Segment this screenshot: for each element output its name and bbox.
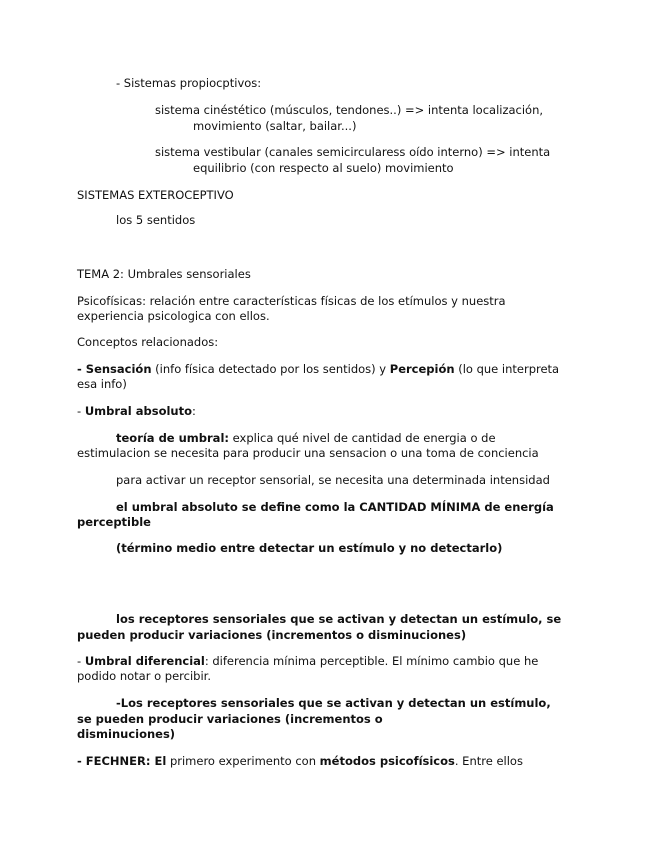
psychophysics-line-2: experiencia psicologica con ellos. [77, 309, 270, 323]
absolute-threshold-prefix: - [77, 404, 85, 418]
differential-threshold-prefix: - [77, 654, 85, 668]
propioceptive-heading: - Sistemas propiocptivos: [116, 76, 262, 90]
receptors-paragraph-2-line-3: disminuciones) [77, 727, 176, 741]
psychophysical-methods-term: métodos psicofísicos [319, 754, 455, 768]
receptors-paragraph-2-line-1: -Los receptores sensoriales que se activan y detectan un estímulo, [116, 696, 551, 710]
kinesthetic-line-2: movimiento (saltar, bailar...) [193, 119, 357, 133]
activation-text: para activar un receptor sensorial, se necesita una determinada intensidad [116, 473, 550, 487]
absolute-threshold-term: Umbral absoluto [84, 404, 193, 418]
sensation-line-2: esa info) [77, 377, 127, 391]
vestibular-line-1: sistema vestibular (canales semicircularess oído interno) => intenta [155, 145, 551, 159]
definition-line-2: perceptible [77, 515, 151, 529]
receptors-paragraph-1-line-2: pueden producir variaciones (incrementos o disminuciones) [77, 628, 467, 642]
fechner-term: - FECHNER: El [77, 754, 167, 768]
differential-threshold-line-2: podido notar o percibir. [77, 669, 211, 683]
perception-term: Percepión [389, 362, 455, 376]
receptors-paragraph-1-line-1: los receptores sensoriales que se activan y detectan un estímulo, se [116, 612, 562, 626]
fechner-mid: primero experimento con [166, 754, 320, 768]
threshold-theory-line-2: estimulacion se necesita para producir una sensacion o una toma de conciencia [77, 446, 539, 460]
sensation-mid: (info física detectado por los sentidos) y [151, 362, 390, 376]
vestibular-line-2: equilibrio (con respecto al suelo) movimiento [193, 161, 454, 175]
absolute-threshold-suffix: : [192, 404, 196, 418]
sensation-suffix: (lo que interpreta [454, 362, 560, 376]
sensation-prefix: - [77, 362, 86, 376]
fechner-rest: . Entre ellos [454, 754, 523, 768]
receptors-paragraph-2-line-2: se pueden producir variaciones (incrementos o [77, 712, 383, 726]
sensation-line-1 [77, 362, 559, 377]
sensation-term: Sensación [85, 362, 152, 376]
differential-threshold-line-1 [77, 654, 538, 669]
absolute-threshold-heading [77, 404, 196, 419]
five-senses-text: los 5 sentidos [116, 213, 196, 227]
fechner-line [77, 754, 523, 769]
topic-2-heading: TEMA 2: Umbrales sensoriales [77, 267, 251, 281]
differential-threshold-term: Umbral diferencial [84, 654, 205, 668]
differential-threshold-rest: : diferencia mínima perceptible. El mínimo cambio que he [204, 654, 539, 668]
exteroceptive-heading: SISTEMAS EXTEROCEPTIVO [77, 188, 234, 202]
middle-term-text: (término medio entre detectar un estímulo y no detectarlo) [116, 541, 503, 555]
threshold-theory-line-1 [116, 431, 496, 446]
threshold-theory-rest: explica qué nivel de cantidad de energia o de [228, 431, 496, 445]
definition-line-1: el umbral absoluto se define como la CANTIDAD MÍNIMA de energía [116, 500, 554, 514]
threshold-theory-term: teoría de umbral: [116, 431, 229, 445]
related-concepts-text: Conceptos relacionados: [77, 335, 219, 349]
kinesthetic-line-1: sistema cinéstético (músculos, tendones..) => intenta localización, [155, 103, 544, 117]
psychophysics-line-1: Psicofísicas: relación entre características físicas de los etímulos y nuestra [77, 294, 506, 308]
